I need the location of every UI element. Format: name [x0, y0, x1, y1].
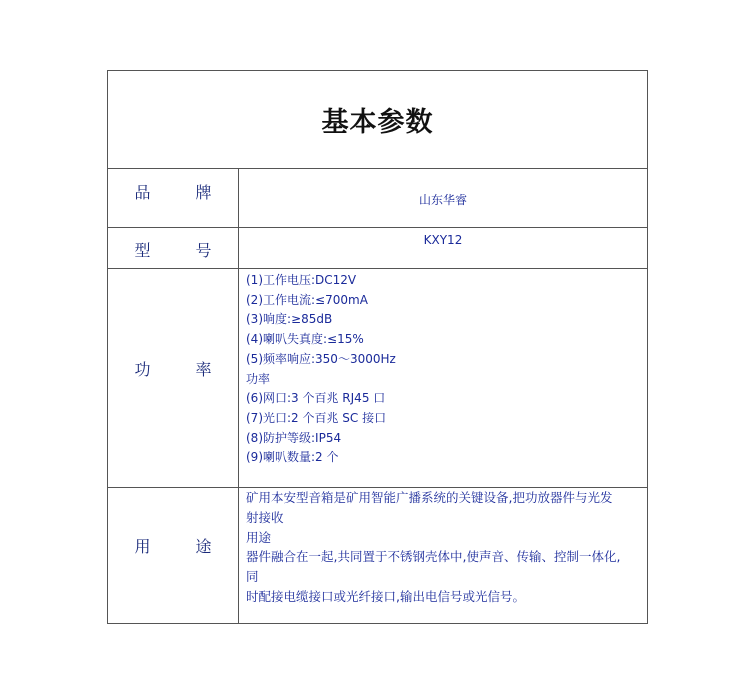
power-row [108, 269, 647, 488]
spec-line: (1)工作电压:DC12V [246, 273, 357, 287]
spec-line: (4)喇叭失真度:≤15% [246, 332, 364, 347]
usage-text [246, 488, 620, 607]
spec-line: 功率 [246, 371, 271, 386]
usage-value-cell [239, 488, 647, 623]
power-label: 功 率 [134, 360, 232, 379]
model-value-cell [239, 228, 647, 268]
usage-line: 用途 [246, 529, 272, 545]
usage-label: 用 途 [134, 537, 232, 556]
page-title: 基本参数 [321, 107, 434, 138]
spec-line: (5)频率响应:350～3000Hz [246, 351, 396, 366]
usage-label-cell [108, 488, 239, 623]
model-value: KXY12 [423, 233, 463, 247]
spec-table [107, 70, 648, 624]
usage-line: 器件融合在一起,共同置于不锈钢壳体中,使声音、传输、控制一体化, [246, 549, 621, 565]
usage-line: 射接收 [246, 509, 284, 525]
brand-value: 山东华睿 [418, 193, 467, 207]
brand-label-cell [108, 169, 239, 227]
power-spec-list [246, 271, 396, 468]
spec-line: (2)工作电流:≤700mA [246, 292, 368, 307]
spec-line: (8)防护等级:IP54 [246, 430, 342, 445]
usage-row [108, 488, 647, 623]
model-row [108, 228, 647, 269]
model-label-cell [108, 228, 239, 268]
usage-line: 矿用本安型音箱是矿用智能广播系统的关键设备,把功放器件与光发 [246, 490, 613, 505]
brand-label: 品 牌 [134, 183, 232, 202]
brand-value-cell [239, 169, 647, 227]
model-label: 型 号 [134, 241, 232, 260]
spec-line: (9)喇叭数量:2 个 [246, 450, 339, 465]
spec-line: (3)响度:≥85dB [246, 312, 333, 327]
brand-row [108, 169, 647, 228]
power-label-cell [108, 269, 239, 487]
usage-line: 同 [246, 569, 259, 585]
spec-line: (6)网口:3 个百兆 RJ45 口 [246, 391, 386, 406]
usage-line: 时配接电缆接口或光纤接口,输出电信号或光信号。 [246, 588, 525, 604]
power-value-cell [239, 269, 647, 487]
spec-line: (7)光口:2 个百兆 SC 接口 [246, 410, 387, 425]
title-row [108, 71, 647, 169]
